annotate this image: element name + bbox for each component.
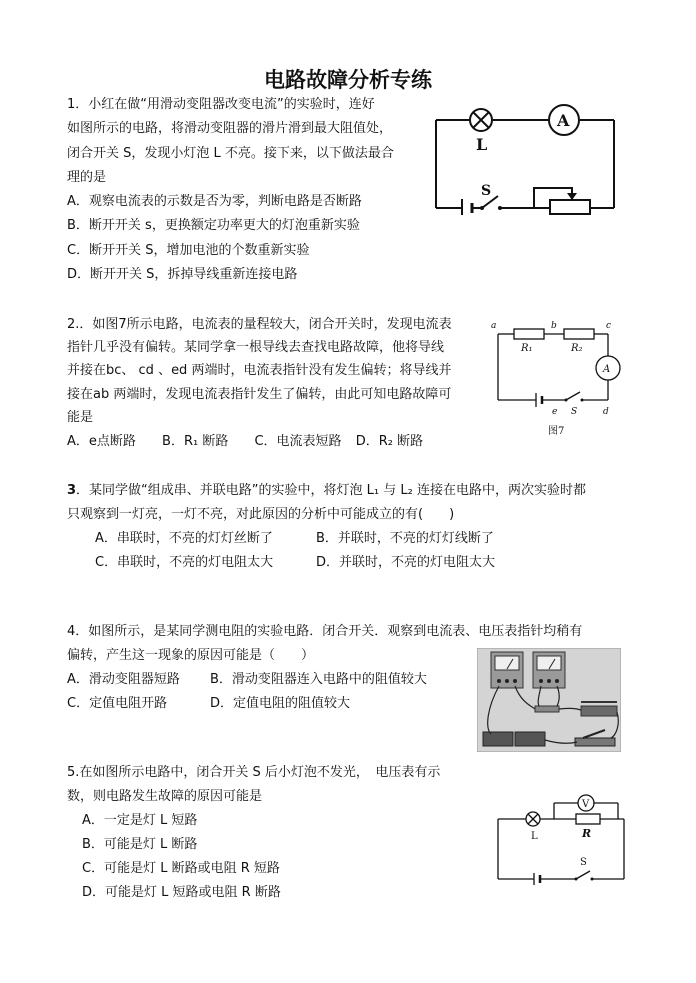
q5-line-2: 数，则电路发生故障的原因可能是 <box>67 789 263 804</box>
q1-line-2: 如图所示的电路，将滑动变阻器的滑片滑到最大阻值处， <box>67 121 393 136</box>
q1-lamp-label: L <box>476 135 488 154</box>
q4-apparatus-photo <box>477 648 621 752</box>
q2-line-2: 指针几乎没有偏转。某同学拿一根导线去查找电路故障，他将导线 <box>67 340 445 355</box>
q2-point-d: d <box>603 407 609 417</box>
q5-switch-label: S <box>580 857 587 868</box>
q3-option-d: D．并联时，不亮的灯电阻太大 <box>316 555 496 570</box>
q4-option-d: D．定值电阻的阻值较大 <box>210 696 351 711</box>
q2-option-b: B．R₁ 断路 <box>162 434 229 449</box>
q5-lamp-label: L <box>531 831 538 842</box>
ammeter-meter-icon <box>491 652 523 688</box>
q2-option-d: D．R₂ 断路 <box>355 434 424 449</box>
q2-line-1: 2.．如图7所示电路，电流表的量程较大，闭合开关时，发现电流表 <box>67 317 452 332</box>
q3-number: 3 <box>67 483 77 498</box>
q2-figure-caption: 图7 <box>548 426 565 437</box>
resistor-r2-icon <box>564 329 594 339</box>
fixed-resistor-icon <box>535 706 559 712</box>
q1-option-b: B．断开开关 s，更换额定功率更大的灯泡重新实验 <box>67 218 360 233</box>
q2-point-e: e <box>552 407 558 417</box>
q5-voltmeter-label: V <box>582 799 590 810</box>
q4-option-b: B．滑动变阻器连入电路中的阻值较大 <box>210 672 427 687</box>
rheostat-icon <box>534 188 590 214</box>
q5-resistor-label: R <box>582 827 592 840</box>
q1-option-a: A．观察电流表的示数是否为零，判断电路是否断路 <box>67 194 362 209</box>
lamp-icon <box>526 812 540 826</box>
q1-option-c: C．断开开关 S，增加电池的个数重新实验 <box>67 243 310 258</box>
q5-option-c: C．可能是灯 L 断路或电阻 R 短路 <box>82 861 280 876</box>
q3-line-1-text: ．某同学做“组成串、并联电路”的实验中，将灯泡 L₁ 与 L₂ 连接在电路中，两次实验时都 <box>76 483 586 498</box>
q3-line-2: 只观察到一灯亮，一灯不亮，对此原因的分析中可能成立的有( ) <box>67 507 455 522</box>
q3-option-c: C．串联时，不亮的灯电阻太大 <box>95 555 274 570</box>
q4-option-c: C．定值电阻开路 <box>67 696 168 711</box>
q2-circuit-diagram <box>488 318 623 440</box>
q1-switch-label: S <box>481 183 492 199</box>
q5-line-1: 5.在如图所示电路中，闭合开关 S 后小灯泡不发光， 电压表有示 <box>67 765 441 780</box>
battery-icon <box>534 873 540 885</box>
q2-line-3: 并接在bc、 cd 、ed 两端时，电流表指针没有发生偏转；将导线并 <box>67 363 452 378</box>
lamp-icon <box>470 109 492 131</box>
battery-icon <box>462 199 472 215</box>
resistor-icon <box>576 814 600 824</box>
q2-options-row <box>67 433 423 451</box>
q2-switch-label: S <box>571 407 578 417</box>
battery-icon <box>536 393 542 407</box>
q2-r2-label: R₂ <box>571 343 583 354</box>
resistor-r1-icon <box>514 329 544 339</box>
q4-line-1: 4．如图所示，是某同学测电阻的实验电路．闭合开关．观察到电流表、电压表指针均稍有 <box>67 624 583 639</box>
q2-option-c: C．电流表短路 <box>254 434 342 449</box>
q1-line-1: 1．小红在做“用滑动变阻器改变电流”的实验时，连好 <box>67 97 375 112</box>
q3-line-1 <box>67 482 586 500</box>
q2-line-4: 接在ab 两端时，发现电流表指针发生了偏转，由此可知电路故障可 <box>67 387 452 402</box>
voltmeter-meter-icon <box>533 652 565 688</box>
q5-option-d: D．可能是灯 L 短路或电阻 R 断路 <box>82 885 281 900</box>
q2-ammeter-label: A <box>603 364 611 375</box>
q4-line-2: 偏转，产生这一现象的原因可能是（ ） <box>67 648 315 663</box>
q2-point-c: c <box>606 321 612 331</box>
q2-point-a: a <box>491 321 497 331</box>
q4-option-a: A．滑动变阻器短路 <box>67 672 180 687</box>
q3-option-b: B．并联时，不亮的灯灯线断了 <box>316 531 494 546</box>
q5-option-a: A．一定是灯 L 短路 <box>82 813 198 828</box>
q2-line-5: 能是 <box>67 410 94 425</box>
q5-option-b: B．可能是灯 L 断路 <box>82 837 198 852</box>
q5-circuit-diagram <box>494 785 630 885</box>
q1-circuit-diagram <box>430 100 620 215</box>
q1-ammeter-label: A <box>557 111 570 130</box>
page-title: 电路故障分析专练 <box>264 67 432 92</box>
q2-option-a: A．e点断路 <box>67 434 136 449</box>
q1-option-d: D．断开开关 S，拆掉导线重新连接电路 <box>67 267 298 282</box>
q2-point-b: b <box>551 321 557 331</box>
q1-line-3: 闭合开关 S，发现小灯泡 L 不亮。接下来，以下做法最合 <box>67 146 394 161</box>
q3-option-a: A．串联时，不亮的灯灯丝断了 <box>95 531 273 546</box>
q1-line-4: 理的是 <box>67 170 107 185</box>
q2-r1-label: R₁ <box>521 343 533 354</box>
